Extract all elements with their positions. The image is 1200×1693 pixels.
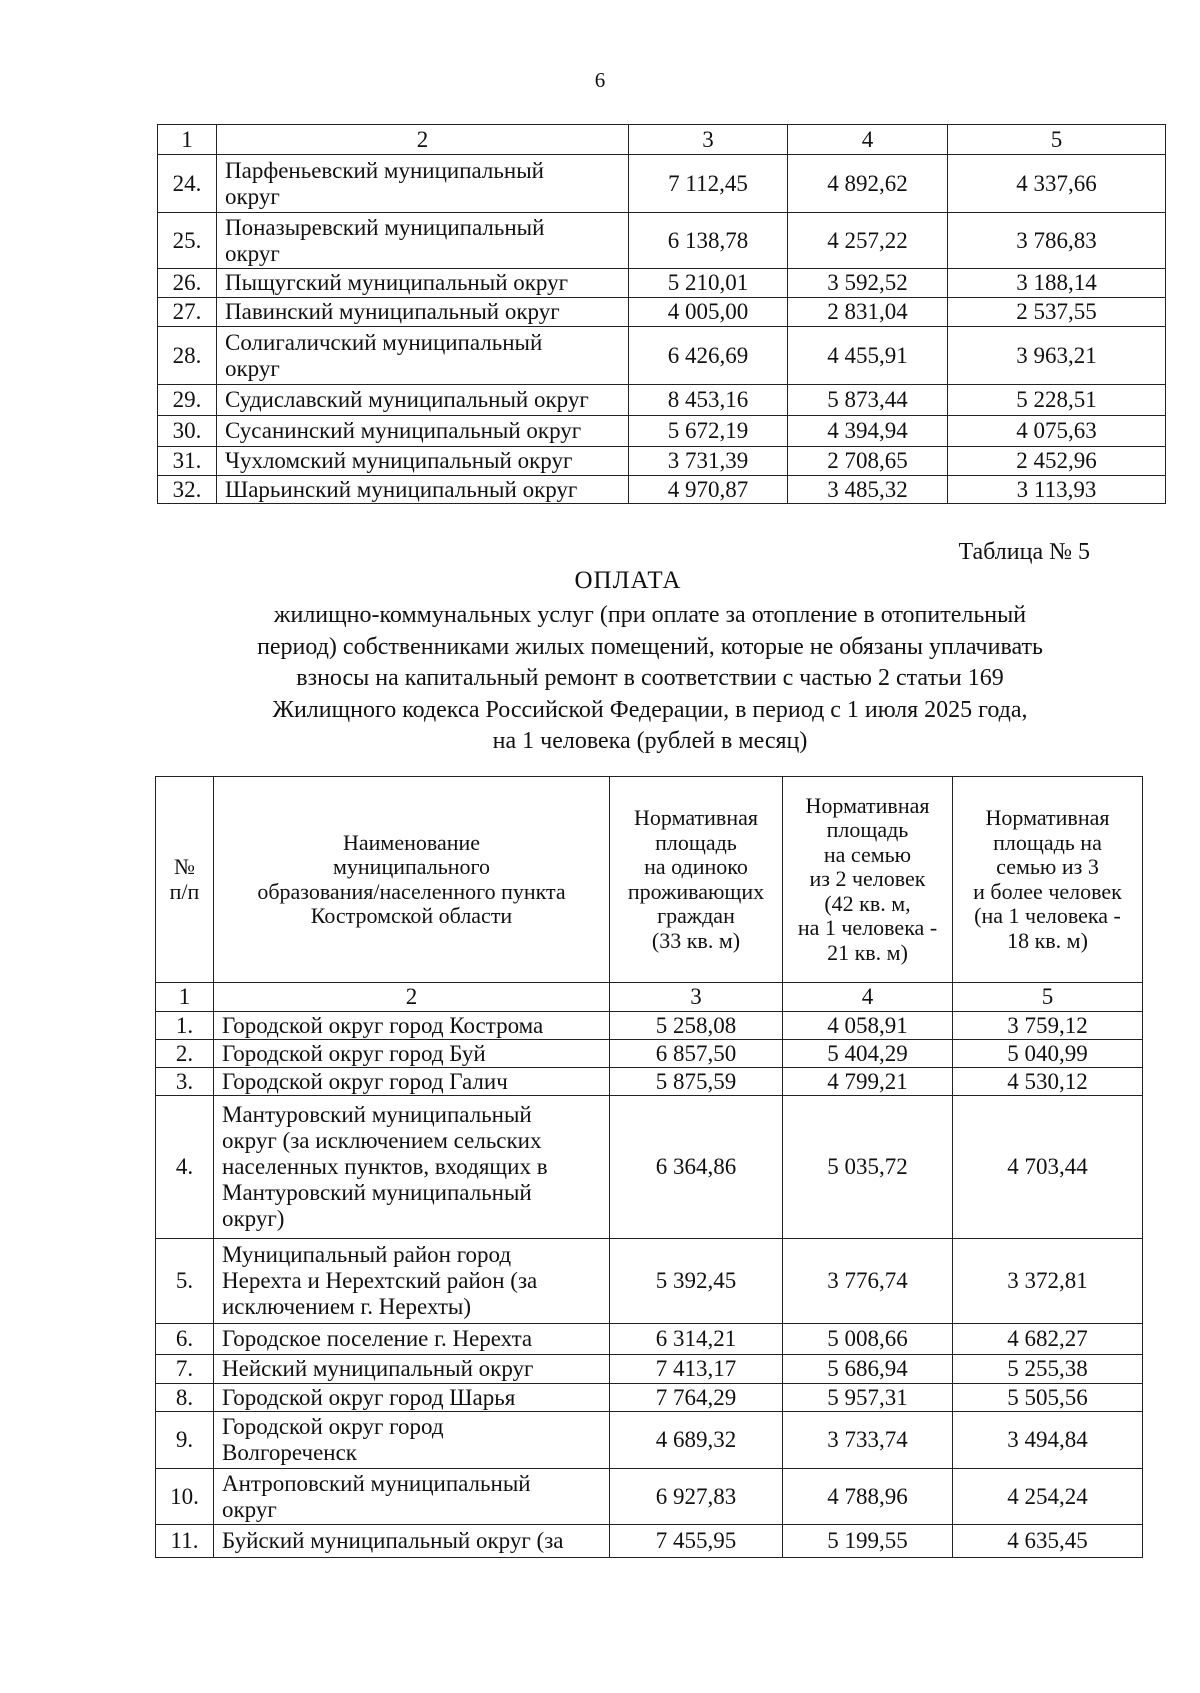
table-row — [156, 1239, 1143, 1324]
row-name-line: Городской округ город — [222, 1414, 444, 1439]
value-family-2: 4 892,62 — [788, 155, 948, 213]
value-single: 6 364,86 — [610, 1096, 783, 1239]
value-single: 7 455,95 — [610, 1525, 783, 1558]
col-number: 4 — [783, 983, 953, 1012]
row-name-line: Солигаличский муниципальный — [225, 329, 543, 355]
value-family-2: 5 686,94 — [783, 1355, 953, 1384]
header-line: (33 кв. м) — [651, 927, 741, 953]
value-family-3: 3 113,93 — [948, 476, 1166, 504]
value-single: 4 970,87 — [629, 476, 788, 504]
value-family-3: 5 040,99 — [953, 1040, 1143, 1068]
table-row — [158, 476, 1166, 504]
header-line: № — [174, 854, 195, 879]
row-number: 3. — [156, 1068, 214, 1096]
value-single: 5 672,19 — [629, 416, 788, 447]
header-line: площадь — [826, 817, 909, 843]
row-name-line: округ (за исключением сельских — [222, 1128, 542, 1153]
value-family-3: 4 075,63 — [948, 416, 1166, 447]
header-line: (42 кв. м, — [824, 890, 911, 916]
header-line: Нормативная — [634, 805, 758, 830]
value-family-2: 5 199,55 — [783, 1525, 953, 1558]
header-line: Костромской области — [310, 903, 513, 928]
row-name: Шарьинский муниципальный округ — [217, 476, 629, 504]
value-family-2: 5 873,44 — [788, 385, 948, 416]
row-name-line: Муниципальный район город — [222, 1242, 512, 1267]
row-name-line: округ — [225, 355, 280, 381]
value-family-3: 2 537,55 — [948, 298, 1166, 327]
row-name — [214, 1412, 610, 1469]
table-row — [158, 213, 1166, 269]
row-number: 24. — [158, 155, 217, 213]
value-single: 6 138,78 — [629, 213, 788, 269]
table-row — [156, 1012, 1143, 1040]
row-number: 5. — [156, 1239, 214, 1324]
table-row — [156, 1384, 1143, 1412]
value-family-3: 4 254,24 — [953, 1469, 1143, 1525]
header-line: п/п — [169, 878, 200, 904]
row-number: 1. — [156, 1012, 214, 1040]
row-name — [217, 155, 629, 213]
value-single: 8 453,16 — [629, 385, 788, 416]
table-row — [158, 298, 1166, 327]
value-single: 7 413,17 — [610, 1355, 783, 1384]
header-line: муниципального — [332, 854, 490, 879]
value-family-2: 2 831,04 — [788, 298, 948, 327]
table-subtitle — [150, 600, 1150, 758]
header-line: (на 1 человека - — [974, 903, 1121, 928]
column-number-row — [158, 125, 1166, 155]
value-family-2: 5 957,31 — [783, 1384, 953, 1412]
row-number: 28. — [158, 327, 217, 385]
header-line: 18 кв. м) — [1007, 927, 1088, 953]
col-number: 3 — [610, 983, 783, 1012]
column-number-row — [156, 983, 1143, 1012]
table-row — [156, 1525, 1143, 1558]
value-single: 3 731,39 — [629, 447, 788, 476]
col-number: 3 — [629, 125, 788, 155]
value-family-2: 4 394,94 — [788, 416, 948, 447]
value-family-2: 5 404,29 — [783, 1040, 953, 1068]
value-family-3: 2 452,96 — [948, 447, 1166, 476]
header-number — [156, 777, 214, 983]
row-number: 8. — [156, 1384, 214, 1412]
value-single: 5 258,08 — [610, 1012, 783, 1040]
table-title: ОПЛАТА — [574, 567, 682, 594]
header-family-2 — [783, 777, 953, 983]
row-name: Городской округ город Шарья — [214, 1384, 610, 1412]
row-number: 26. — [158, 269, 217, 298]
row-name-line: округ) — [222, 1206, 285, 1231]
value-family-3: 5 228,51 — [948, 385, 1166, 416]
row-number: 6. — [156, 1324, 214, 1355]
row-name: Буйский муниципальный округ (за — [214, 1525, 610, 1558]
value-single: 4 005,00 — [629, 298, 788, 327]
col-number: 1 — [156, 983, 214, 1012]
header-line: проживающих — [627, 878, 765, 904]
row-number: 32. — [158, 476, 217, 504]
header-family-3 — [953, 777, 1143, 983]
row-name — [214, 1096, 610, 1239]
value-single: 7 112,45 — [629, 155, 788, 213]
row-number: 25. — [158, 213, 217, 269]
value-family-2: 2 708,65 — [788, 447, 948, 476]
row-name: Пыщугский муниципальный округ — [217, 269, 629, 298]
header-line: на одиноко — [644, 854, 748, 879]
row-number: 2. — [156, 1040, 214, 1068]
row-name-line: исключением г. Нерехты) — [222, 1294, 472, 1319]
value-family-2: 3 733,74 — [783, 1412, 953, 1469]
row-name: Городское поселение г. Нерехта — [214, 1324, 610, 1355]
col-number: 4 — [788, 125, 948, 155]
row-name: Нейский муниципальный округ — [214, 1355, 610, 1384]
row-name-line: округ — [222, 1496, 277, 1522]
table-row — [158, 416, 1166, 447]
header-line: площадь — [655, 829, 737, 855]
value-family-2: 4 455,91 — [788, 327, 948, 385]
value-family-2: 4 799,21 — [783, 1068, 953, 1096]
header-line: граждан — [657, 903, 735, 928]
row-name: Чухломский муниципальный округ — [217, 447, 629, 476]
row-name-line: округ — [225, 240, 280, 266]
header-name — [214, 777, 610, 983]
table-row — [158, 269, 1166, 298]
table-row — [158, 385, 1166, 416]
row-name: Павинский муниципальный округ — [217, 298, 629, 327]
row-name-line: округ — [225, 183, 280, 209]
value-family-3: 3 188,14 — [948, 269, 1166, 298]
table-row — [156, 1355, 1143, 1384]
row-name: Городской округ город Кострома — [214, 1012, 610, 1040]
row-number: 11. — [156, 1525, 214, 1558]
header-line: 21 кв. м) — [827, 939, 908, 965]
table-row — [156, 1040, 1143, 1068]
row-name-line: Антроповский муниципальный — [222, 1470, 531, 1496]
row-name-line: Нерехта и Нерехтский район (за — [222, 1268, 538, 1293]
value-single: 6 857,50 — [610, 1040, 783, 1068]
table-row — [158, 447, 1166, 476]
value-single: 7 764,29 — [610, 1384, 783, 1412]
table-row — [156, 1324, 1143, 1355]
value-single: 6 314,21 — [610, 1324, 783, 1355]
row-name-line: Волгореченск — [222, 1440, 357, 1465]
value-single: 5 210,01 — [629, 269, 788, 298]
header-line: Нормативная — [805, 792, 930, 818]
value-family-3: 3 759,12 — [953, 1012, 1143, 1040]
value-single: 5 392,45 — [610, 1239, 783, 1324]
table-row — [158, 155, 1166, 213]
header-line: семью из 3 — [996, 854, 1099, 879]
row-number: 9. — [156, 1412, 214, 1469]
row-number: 7. — [156, 1355, 214, 1384]
row-name-line: Парфеньевский муниципальный — [225, 157, 544, 183]
row-name: Сусанинский муниципальный округ — [217, 416, 629, 447]
row-name-line: Мантуровский муниципальный — [222, 1180, 532, 1205]
row-number: 30. — [158, 416, 217, 447]
row-number: 4. — [156, 1096, 214, 1239]
table-row — [156, 1469, 1143, 1525]
row-name — [217, 327, 629, 385]
value-family-3: 4 530,12 — [953, 1068, 1143, 1096]
value-single: 6 927,83 — [610, 1469, 783, 1525]
col-number: 2 — [214, 983, 610, 1012]
row-name — [214, 1469, 610, 1525]
subtitle-line: период) собственниками жилых помещений, которые не обязаны уплачивать — [257, 633, 1043, 660]
header-line: и более человек — [973, 878, 1122, 904]
value-family-2: 3 485,32 — [788, 476, 948, 504]
row-name-line: населенных пунктов, входящих в — [222, 1154, 548, 1179]
value-family-2: 4 058,91 — [783, 1012, 953, 1040]
value-single: 6 426,69 — [629, 327, 788, 385]
table-continuation — [157, 124, 1166, 504]
value-single: 5 875,59 — [610, 1068, 783, 1096]
table-header-row — [156, 777, 1143, 983]
row-name-line: Поназыревский муниципальный — [225, 214, 545, 240]
header-line: на семью — [823, 841, 912, 867]
table-row — [156, 1096, 1143, 1239]
col-number: 5 — [953, 983, 1143, 1012]
row-number: 31. — [158, 447, 217, 476]
value-family-3: 3 786,83 — [948, 213, 1166, 269]
value-family-3: 3 963,21 — [948, 327, 1166, 385]
value-family-3: 3 372,81 — [953, 1239, 1143, 1324]
row-name: Городской округ город Буй — [214, 1040, 610, 1068]
value-family-3: 4 703,44 — [953, 1096, 1143, 1239]
row-number: 10. — [156, 1469, 214, 1525]
value-single: 4 689,32 — [610, 1412, 783, 1469]
header-line: Нормативная — [985, 805, 1110, 830]
row-name-line: Мантуровский муниципальный — [222, 1102, 532, 1127]
subtitle-line: на 1 человека (рублей в месяц) — [492, 728, 808, 754]
subtitle-line: Жилищного кодекса Российской Федерации, в период с 1 июля 2025 года, — [272, 696, 1028, 723]
header-line: из 2 человек — [809, 866, 926, 892]
header-line: Наименование — [342, 829, 481, 855]
subtitle-line: жилищно-коммунальных услуг (при оплате за отопление в отопительный — [273, 602, 1027, 628]
table-row — [158, 327, 1166, 385]
value-family-3: 5 505,56 — [953, 1384, 1143, 1412]
header-single — [610, 777, 783, 983]
table-row — [156, 1412, 1143, 1469]
header-line: площадь на — [993, 829, 1102, 855]
page-number: 6 — [594, 68, 606, 92]
value-family-2: 5 035,72 — [783, 1096, 953, 1239]
subtitle-line: взносы на капитальный ремонт в соответствии с частью 2 статьи 169 — [296, 665, 1004, 691]
table-row — [156, 1068, 1143, 1096]
value-family-3: 4 682,27 — [953, 1324, 1143, 1355]
row-number: 29. — [158, 385, 217, 416]
row-name: Судиславский муниципальный округ — [217, 385, 629, 416]
table-5 — [155, 776, 1143, 1558]
header-line: на 1 человека - — [797, 915, 938, 941]
row-name — [217, 213, 629, 269]
value-family-3: 4 337,66 — [948, 155, 1166, 213]
value-family-3: 5 255,38 — [953, 1355, 1143, 1384]
row-number: 27. — [158, 298, 217, 327]
value-family-2: 3 592,52 — [788, 269, 948, 298]
value-family-3: 3 494,84 — [953, 1412, 1143, 1469]
value-family-3: 4 635,45 — [953, 1525, 1143, 1558]
row-name — [214, 1239, 610, 1324]
value-family-2: 5 008,66 — [783, 1324, 953, 1355]
value-family-2: 3 776,74 — [783, 1239, 953, 1324]
header-line: образования/населенного пункта — [257, 878, 566, 904]
col-number: 2 — [217, 125, 629, 155]
col-number: 5 — [948, 125, 1166, 155]
table-caption: Таблица № 5 — [958, 539, 1090, 565]
col-number: 1 — [158, 125, 217, 155]
value-family-2: 4 788,96 — [783, 1469, 953, 1525]
row-name: Городской округ город Галич — [214, 1068, 610, 1096]
value-family-2: 4 257,22 — [788, 213, 948, 269]
